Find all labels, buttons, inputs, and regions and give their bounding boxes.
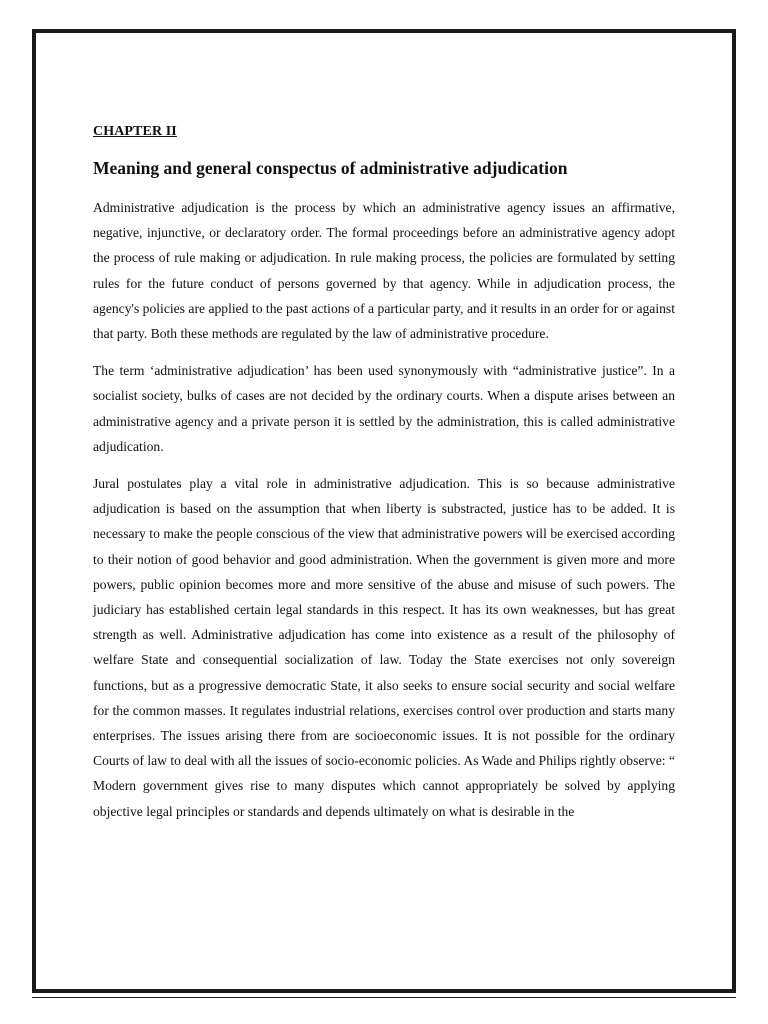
paragraph-2: The term ‘administrative adjudication’ has been used synonymously with “administrative justice”. In a socialist society, bulks of cases are not decided by the ordinary courts. When a dispute arises between an administrative agency and a private person it is settled by the administration, this is called administrative adjudication. bbox=[93, 363, 675, 454]
paragraph-1: Administrative adjudication is the process by which an administrative agency issues an affirmative, negative, injunctive, or declaratory order. The formal proceedings before an administrative agency adopt the process of rule making or adjudication. In rule making process, the policies are formulated by setting rules for the future conduct of persons governed by that agency. While in adjudication process, the agency's policies are applied to the past actions of a particular party, and it results in an order for or against that party. Both these methods are regulated by the law of administrative procedure. bbox=[93, 200, 675, 342]
paragraph-3: Jural postulates play a vital role in administrative adjudication. This is so because administrative adjudication is based on the assumption that when liberty is substracted, justice has to be added. It is necessary to make the people conscious of the view that administrative powers will be exercised according to their notion of good behavior and good administration. When the government is given more and more powers, public opinion becomes more and more sensitive of the abuse and misuse of such powers. The judiciary has established certain legal standards in this respect. It has its own weaknesses, but has great strength as well. Administrative adjudication has come into existence as a result of the philosophy of welfare State and consequential socialization of law. Today the State exercises not only sovereign functions, but as a progressive democratic State, it also seeks to ensure social security and social welfare for the common masses. It regulates industrial relations, exercises control over production and starts many enterprises. The issues arising there from are socioeconomic issues. It is not possible for the ordinary Courts of law to deal with all the issues of socio-economic policies. As Wade and Philips rightly observe: “ Modern government gives rise to many disputes which cannot appropriately be solved by applying objective legal principles or standards and depends ultimately on what is desirable in the bbox=[93, 476, 675, 819]
document-body bbox=[93, 124, 675, 836]
chapter-title: Meaning and general conspectus of administrative adjudication bbox=[93, 158, 568, 178]
chapter-label: CHAPTER II bbox=[93, 124, 177, 139]
